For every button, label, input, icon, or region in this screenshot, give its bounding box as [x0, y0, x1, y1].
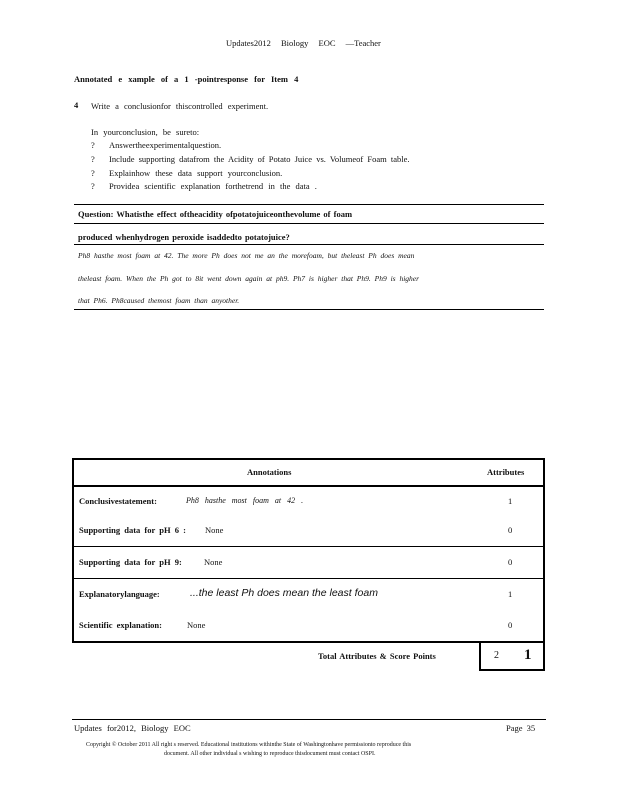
table-header-attributes: Attributes	[487, 467, 525, 477]
annotation-value: None	[205, 525, 224, 535]
score-points-value: 1	[524, 647, 532, 663]
annotation-value: Ph8 hasthe most foam at 42 .	[186, 496, 304, 505]
response-bottom-rule	[74, 309, 544, 310]
instructions-intro: In yourconclusion, be sureto:	[91, 127, 200, 137]
attribute-points: 1	[508, 496, 513, 506]
running-header: Updates2012 Biology EOC —Teacher	[226, 38, 381, 48]
annotation-label: Scientific explanation:	[79, 620, 162, 630]
table-header-rule	[72, 485, 545, 487]
total-attributes-value: 2	[494, 650, 499, 661]
bullet-text: Answertheexperimentalquestion.	[109, 140, 222, 150]
footer-rule	[72, 719, 546, 720]
footer-left: Updates for2012, Biology EOC	[74, 723, 191, 733]
student-response-line-1: Ph8 hasthe most foam at 42. The more Ph does not me an the morefoam, but theleast Ph does mean	[78, 251, 415, 260]
student-response-line-2: theleast foam. When the Ph got to 8it went down again at ph9. Ph7 is higher that Ph9. Ph9 is higher	[78, 274, 420, 283]
item-number: 4	[74, 100, 79, 110]
question-line-1: Question: Whatisthe effect oftheacidity ofpotatojuiceonthevolume of foam	[78, 209, 353, 219]
annotation-label: Explanatorylanguage:	[79, 589, 160, 599]
bullet-text: Include supporting datafrom the Acidity of Potato Juice vs. Volumeof Foam table.	[109, 154, 410, 164]
bullet-mark: ?	[91, 154, 95, 164]
annotation-label: Supporting data for pH 9:	[79, 557, 182, 567]
total-label: Total Attributes & Score Points	[318, 651, 436, 661]
annotation-label: Supporting data for pH 6 :	[79, 525, 186, 535]
footer-page-number: Page 35	[506, 723, 536, 733]
attribute-points: 0	[508, 620, 513, 630]
question-mid-rule	[74, 223, 544, 224]
bullet-mark: ?	[91, 140, 95, 150]
attribute-points: 1	[508, 589, 513, 599]
table-row-rule	[72, 578, 545, 579]
student-response-line-3: that Ph6. Ph8caused themost foam than anyother.	[78, 296, 240, 305]
table-header-annotations: Annotations	[247, 467, 292, 477]
table-row-rule	[72, 546, 545, 547]
annotated-example-title: Annotated e xample of a 1 -pointresponse for Item 4	[74, 74, 299, 84]
item-prompt: Write a conclusionfor thiscontrolled experiment.	[91, 101, 269, 111]
footer-copyright-line-2: document. All other individual s wishing to reproduce thisdocument must contact OSPI.	[164, 751, 376, 757]
bullet-mark: ?	[91, 168, 95, 178]
footer-copyright-line-1: Copyright © October 2011 All right s reserved. Educational institutions withinthe State of Washingtonhave permissionto reproduce this	[86, 742, 412, 748]
attribute-points: 0	[508, 525, 513, 535]
total-score-box	[479, 641, 545, 671]
annotation-value: ...the least Ph does mean the least foam	[190, 587, 378, 599]
bullet-text: Explainhow these data support yourconclusion.	[109, 168, 283, 178]
annotation-value: None	[204, 557, 223, 567]
bullet-mark: ?	[91, 181, 95, 191]
annotation-value: None	[187, 620, 206, 630]
response-top-rule	[74, 244, 544, 245]
question-top-rule	[74, 204, 544, 205]
question-line-2: produced whenhydrogen peroxide isaddedto potatojuice?	[78, 232, 290, 242]
bullet-text: Providea scientific explanation forthetrend in the data .	[109, 181, 317, 191]
annotation-label: Conclusivestatement:	[79, 496, 157, 506]
attribute-points: 0	[508, 557, 513, 567]
